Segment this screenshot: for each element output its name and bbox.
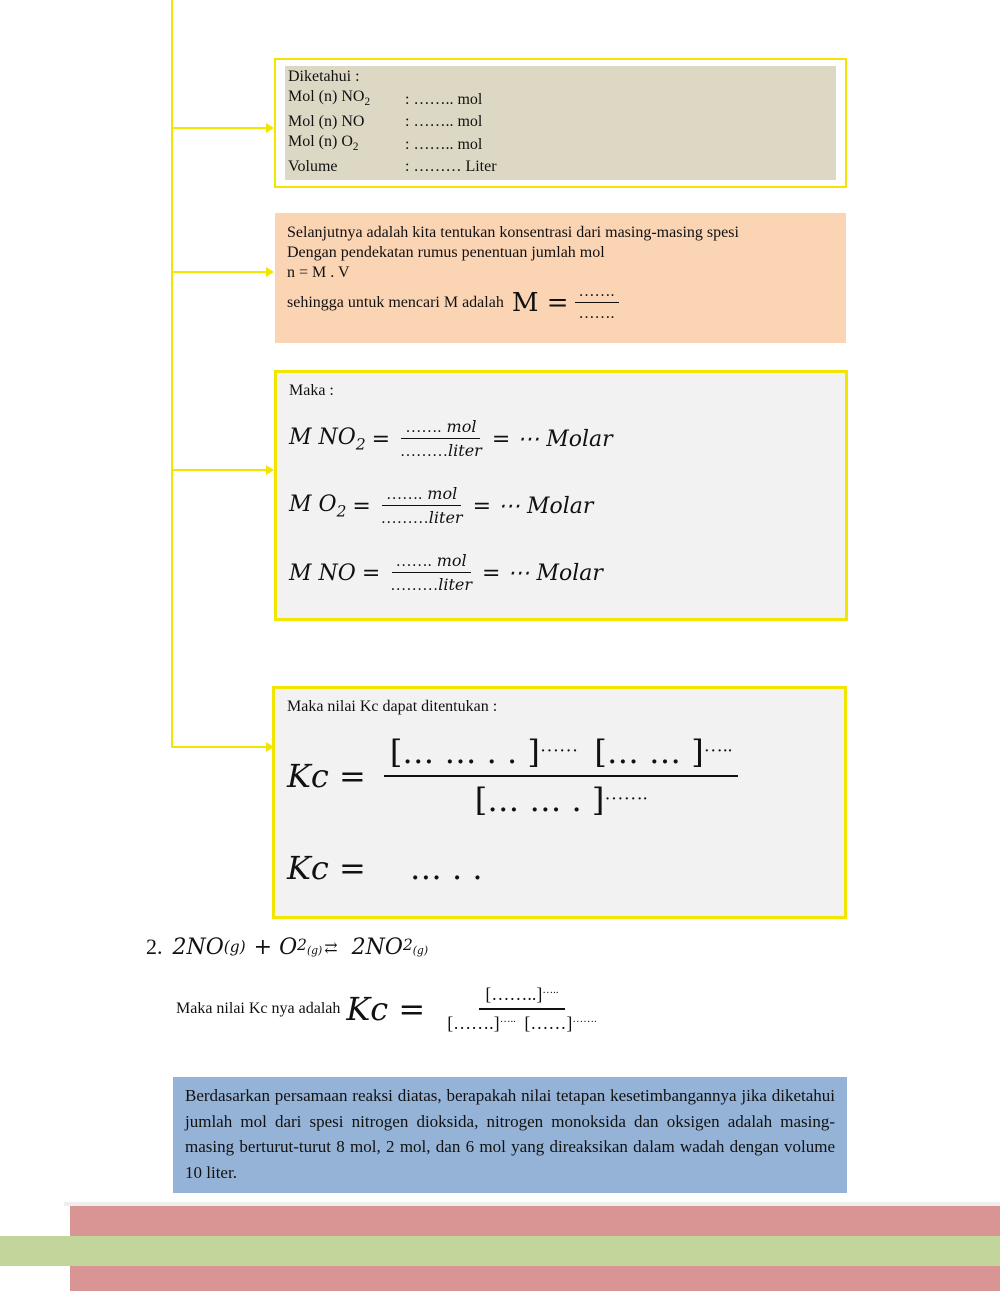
diketahui-row: Mol (n) $NO_2$ : …….. mol	[288, 88, 483, 109]
kc-label: Kc =	[287, 757, 366, 795]
question2-kc-fraction: $\frac{[\dots\dots..]^{\dots..}}{[\dots\dots.]^{\dots..} [\dots\dots]^{\dots\dots.}}$	[447, 984, 597, 1033]
konsentrasi-line-1: Selanjutnya adalah kita tentukan konsentrasi dari masing-masing spesi	[287, 224, 739, 241]
diketahui-box	[274, 58, 847, 188]
kc-title: Maka nilai Kc dapat ditentukan :	[287, 698, 498, 715]
diketahui-row: Mol (n) NO : …….. mol	[288, 113, 483, 131]
diketahui-row: Mol (n) $O_2$ : …….. mol	[288, 133, 483, 154]
flow-connector-arrow-1	[171, 127, 267, 129]
kc-result	[287, 849, 483, 887]
question2-kc	[176, 984, 601, 1034]
formula-lhs: M =	[511, 288, 569, 318]
question-number: 2.	[146, 934, 163, 959]
arrow-right-icon	[266, 123, 274, 133]
diketahui-panel	[285, 66, 836, 180]
arrow-right-icon	[266, 267, 274, 277]
question2-prompt: Maka nilai Kc nya adalah	[176, 1000, 341, 1017]
konsentrasi-formula	[287, 283, 619, 323]
equilibrium-arrow-icon: ⇄	[324, 937, 338, 957]
diketahui-rows	[288, 87, 497, 177]
kc-equation	[287, 733, 738, 819]
maka-box	[274, 370, 848, 621]
konsentrasi-line-3: n = M . V	[287, 264, 350, 281]
question-box	[173, 1077, 847, 1193]
formula-numerator: …….	[575, 283, 619, 303]
konsentrasi-box	[275, 213, 846, 343]
formula-fraction	[575, 283, 619, 323]
kc-box	[272, 686, 847, 919]
flow-connector-arrow-2	[171, 271, 267, 273]
maka-title: Maka :	[289, 382, 334, 399]
konsentrasi-line-2: Dengan pendekatan rumus penentuan jumlah mol	[287, 244, 605, 261]
diketahui-row: Volume : ……… Liter	[288, 158, 497, 176]
molarity-equation: M $O_2$ = $\frac{\text{……. mol}}{\text{………liter}}$ = ⋯ Molar	[289, 484, 594, 527]
formula-denominator: …….	[578, 305, 615, 322]
reaction-equation: 2. 2NO (g) + O $2_{(g)}$ ⇄ 2NO $2_{(g)}$	[146, 934, 429, 960]
konsentrasi-line-4: sehingga untuk mencari M adalah	[287, 294, 504, 311]
footer-stripe-red-bottom	[70, 1266, 1000, 1291]
footer-stripe-red-top	[70, 1206, 1000, 1236]
flow-connector-vertical	[171, 0, 173, 748]
molarity-equation: M $NO_2$ = $\frac{\text{……. mol}}{\text{………liter}}$ = ⋯ Molar	[289, 417, 613, 460]
kc-result-label: Kc =	[287, 849, 366, 887]
diketahui-title: Diketahui :	[288, 68, 360, 85]
footer-stripe-green	[0, 1236, 1000, 1266]
kc-result-value: … . .	[409, 849, 483, 887]
molarity-equation: M NO = $\frac{\text{……. mol}}{\text{………liter}}$ = ⋯ Molar	[289, 551, 603, 594]
question2-kc-label: Kc =	[346, 990, 426, 1028]
arrow-right-icon	[266, 465, 274, 475]
question-text: Berdasarkan persamaan reaksi diatas, berapakah nilai tetapan kesetimbangannya jika diketahui jumlah mol dari spesi nitrogen dioksida, nitrogen monoksida dan oksigen adalah masing-masing berturut-turut 8 mol, 2 mol, dan 6 mol yang direaksikan dalam wadah dengan volume 10 liter.	[185, 1086, 835, 1182]
flow-connector-arrow-3	[171, 469, 267, 471]
flow-connector-arrow-4	[171, 746, 267, 748]
kc-fraction: $\frac{[\dots \dots . . ]^{\dots\dots} [\dots \dots ]^{\dots..}}{[\dots \dots . ]^{\dots\dots.}}$	[384, 733, 739, 819]
